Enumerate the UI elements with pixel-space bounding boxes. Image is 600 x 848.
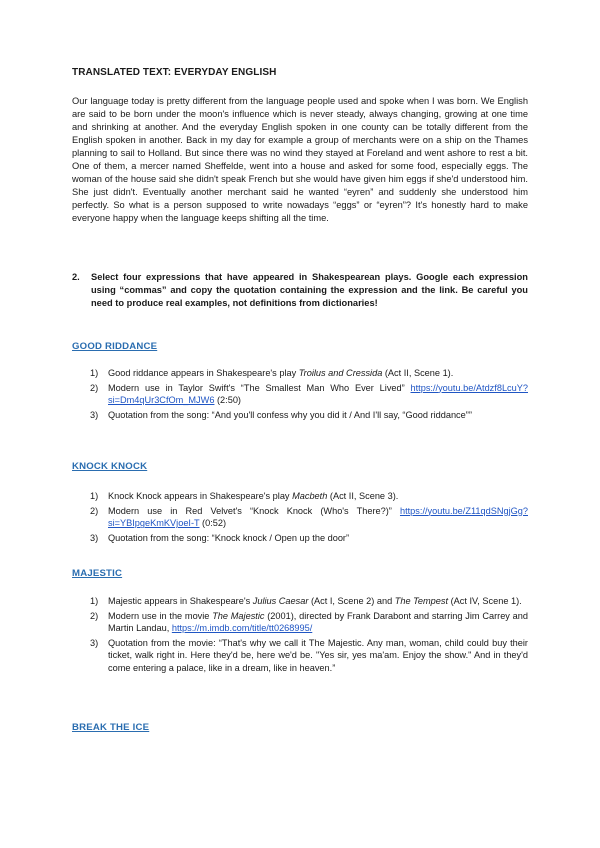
question-block bbox=[72, 271, 528, 310]
list-item: 1) Knock Knock appears in Shakespeare's play Macbeth (Act II, Scene 3). bbox=[90, 491, 399, 501]
youtube-link-taylor-swift[interactable]: https://youtu.be/Atdzf8LcuY?si=Dm4qUr3CfOm_MJW6 bbox=[108, 382, 528, 406]
imdb-link[interactable]: https://m.imdb.com/title/tt0268995/ bbox=[171, 623, 313, 634]
quotation-text: Quotation from the song: “And you'll confess why you did it / And I'll say, “Good riddance”” bbox=[108, 409, 472, 420]
heading-knock-knock[interactable]: KNOCK KNOCK bbox=[72, 461, 148, 472]
document-title: TRANSLATED TEXT: EVERYDAY ENGLISH bbox=[72, 67, 277, 78]
heading-good-riddance[interactable]: GOOD RIDDANCE bbox=[72, 341, 158, 352]
quotation-text: Quotation from the movie: “That's why we call it The Majestic. Any man, woman, child could buy their ticket, walk right in. Here they'd be, here we'd be. "Yes sir, yes ma'am. Enjoy the show." And in they'd come entering a palace, like in a dream, like in heaven.” bbox=[108, 637, 528, 673]
list-item: 1) Good riddance appears in Shakespeare's play Troilus and Cressida (Act II, Scene 1). bbox=[90, 368, 454, 378]
good-riddance-list bbox=[90, 367, 528, 423]
list-item: 2) Modern use in the movie The Majestic (2001), directed by Frank Darabont and starring Jim Carrey and Martin Landau, https://m.imdb.com/title/tt0268995/ bbox=[90, 610, 528, 634]
youtube-link-red-velvet[interactable]: https://youtu.be/Z11qdSNgjGg?si=YBIpgeKmKVjoeI-T bbox=[108, 505, 528, 529]
question-text: Select four expressions that have appeared in Shakespearean plays. Google each expression using “commas” and copy the quotation containing the expression and the link. Be careful you need to produce real examples, not definitions from dictionaries! bbox=[91, 272, 528, 308]
intro-paragraph: Our language today is pretty different from the language people used and spoke when I was born. We English are said to be born under the moon's influence which is never steady, always changing, growing at one time and shrinking at another. And the everyday English spoken in one county can be totally different from the English spoken in another. Back in my day for example a group of merchants were on a ship on the Thames planning to sail to Holland. But since there was no wind they stayed at Foreland and went ashore to rest a bit. One of them, a mercer named Sheffelde, went into a house and asked for some food, especially eggs. The woman of the house said she didn't speak French but she would have given him eggs if she'd understood him. She just didn't. Eventually another merchant said he wanted “eyren” and suddenly she understood him perfectly. So what is a person supposed to write nowadays “eggs” or “eyren”? It's honestly hard to make everyone happy when the language keeps shifting all the time. bbox=[72, 96, 528, 224]
knock-knock-list bbox=[90, 490, 528, 546]
list-item: 3) Quotation from the song: “And you'll confess why you did it / And I'll say, “Good riddance”” bbox=[90, 409, 528, 422]
quotation-text: Quotation from the song: “Knock knock / Open up the door” bbox=[108, 532, 350, 543]
list-item: 3) Quotation from the song: “Knock knock / Open up the door” bbox=[90, 532, 528, 545]
list-item: 3) Quotation from the movie: “That's why we call it The Majestic. Any man, woman, child could buy their ticket, walk right in. Here they'd be, here we'd be. "Yes sir, yes ma'am. Enjoy the show." And in they'd come entering a palace, like in a dream, like in heaven.” bbox=[90, 637, 528, 673]
majestic-list bbox=[90, 595, 528, 677]
heading-majestic[interactable]: MAJESTIC bbox=[72, 568, 123, 579]
list-item: 2) Modern use in Red Velvet's “Knock Knock (Who's There?)” https://youtu.be/Z11qdSNgjGg?si=YBIpgeKmKVjoeI-T (0:52) bbox=[90, 505, 528, 529]
list-item: 1) Majestic appears in Shakespeare's Julius Caesar (Act I, Scene 2) and The Tempest (Act IV, Scene 1). bbox=[90, 596, 522, 606]
list-item: 2) Modern use in Taylor Swift's “The Smallest Man Who Ever Lived” https://youtu.be/Atdzf8LcuY?si=Dm4qUr3CfOm_MJW6 (2:50) bbox=[90, 382, 528, 406]
question-number: 2. bbox=[72, 272, 80, 282]
heading-break-the-ice[interactable]: BREAK THE ICE bbox=[72, 722, 150, 733]
